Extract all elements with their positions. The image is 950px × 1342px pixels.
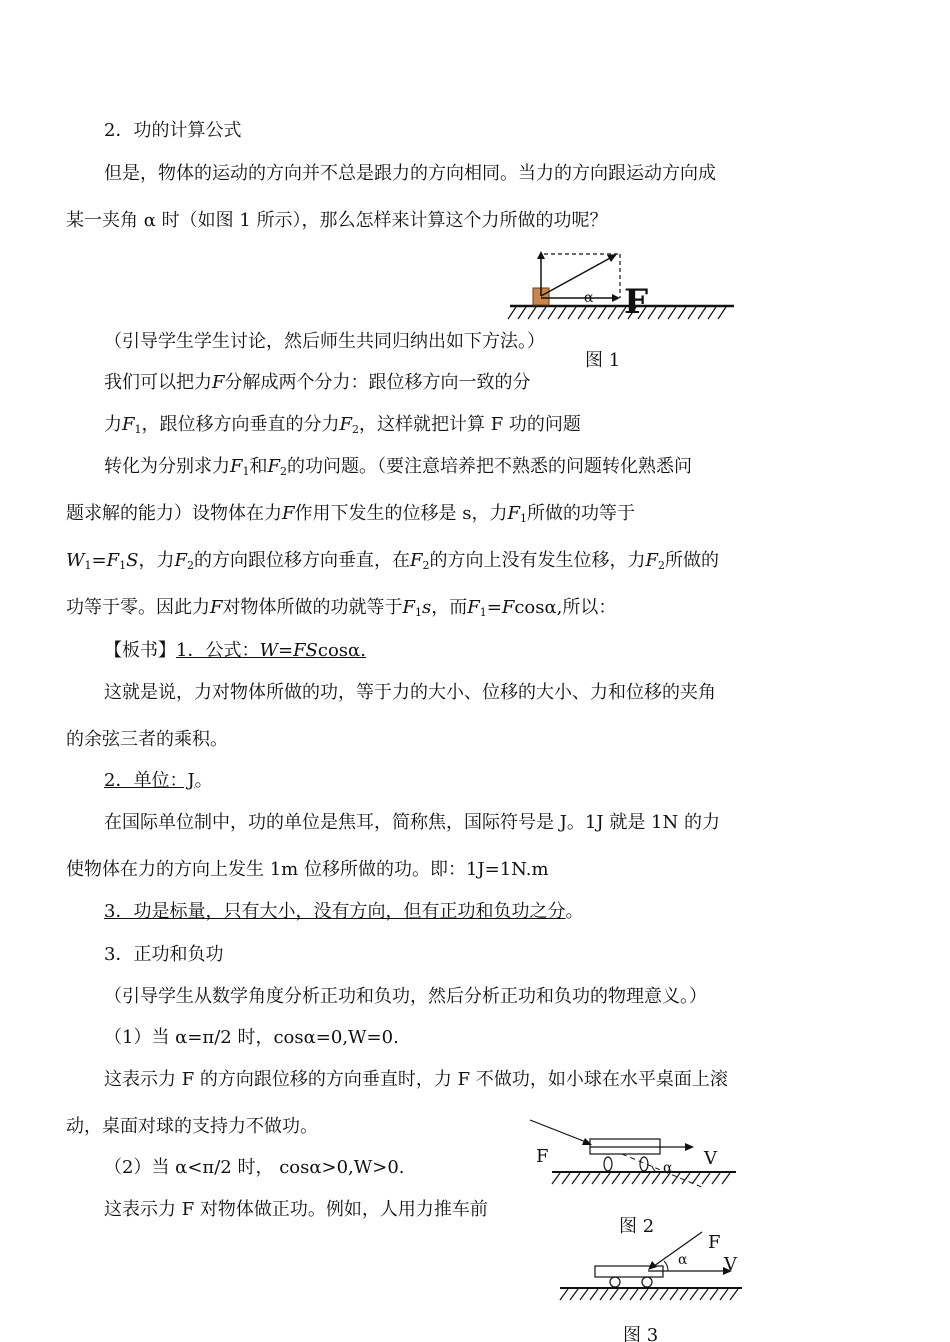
- paragraph-line: 但是，物体的运动的方向并不总是跟力的方向相同。当力的方向跟运动方向成: [104, 163, 716, 184]
- scalar-line: 3．功是标量，只有大小，没有方向，但有正功和负功之分。: [104, 901, 584, 922]
- paragraph-line: 使物体在力的方向上发生 1m 位移所做的功。即：1J=1N.m: [66, 859, 549, 880]
- guide-note: （引导学生学生讨论，然后师生共同归纳出如下方法。）: [104, 331, 545, 352]
- paragraph-line: $W_1=F_1S$，力$F_2$的方向跟位移方向垂直，在$F_2$的方向上没有发生位移，力$F_2$所做的: [66, 550, 719, 572]
- figure-1: [506, 246, 740, 326]
- heading-work-formula: 2．功的计算公式: [104, 120, 242, 141]
- paragraph-line: 我们可以把力F分解成两个分力：跟位移方向一致的分: [104, 372, 531, 393]
- paragraph-line: 这表示力 F 对物体做正功。例如，人用力推车前: [104, 1199, 488, 1220]
- figure-1-alpha-label: α: [584, 290, 594, 306]
- figure-1-drawing: [506, 246, 740, 326]
- paragraph-line: 这就是说，力对物体所做的功，等于力的大小、位移的大小、力和位移的夹角: [104, 682, 716, 703]
- figure-2: [526, 1114, 740, 1198]
- guide-note: （引导学生从数学角度分析正功和负功，然后分析正功和负功的物理意义。）: [104, 986, 707, 1007]
- paragraph-line: 动，桌面对球的支持力不做功。: [66, 1116, 318, 1137]
- figure-2-velocity-label: V: [704, 1148, 717, 1169]
- figure-2-caption: 图 2: [619, 1216, 655, 1237]
- figure-3-alpha-label: α: [678, 1252, 688, 1268]
- paragraph-line: 功等于零。因此力F对物体所做的功就等于$F_1s$，而$F_1=Fcos\alpha$,所以：: [66, 597, 617, 619]
- figure-3-force-label: F: [708, 1232, 721, 1253]
- unit-line: 2．单位：J。: [104, 770, 213, 791]
- paragraph-line: 题求解的能力）设物体在力F作用下发生的位移是 s，力$F_1$所做的功等于: [66, 503, 635, 525]
- figure-2-force-label: F: [536, 1146, 549, 1167]
- case-line: （2）当 α<π/2 时， cosα>0,W>0.: [104, 1157, 405, 1178]
- heading-positive-negative-work: 3．正功和负功: [104, 944, 224, 965]
- figure-1-caption: 图 1: [585, 350, 621, 371]
- figure-3-velocity-label: V: [724, 1254, 737, 1275]
- board-formula: 【板书】1．公式：W=FScosα.: [104, 640, 366, 661]
- paragraph-line: 这表示力 F 的方向跟位移的方向垂直时，力 F 不做功，如小球在水平桌面上滚: [104, 1069, 728, 1090]
- paragraph-line: 的余弦三者的乘积。: [66, 729, 228, 750]
- figure-1-force-label: F: [624, 282, 649, 322]
- paragraph-line: 某一夹角 α 时（如图 1 所示），那么怎样来计算这个力所做的功呢？: [66, 210, 608, 231]
- case-line: （1）当 α=π/2 时，cosα=0,W=0.: [104, 1027, 399, 1048]
- paragraph-line: 在国际单位制中，功的单位是焦耳，简称焦，国际符号是 J。1J 就是 1N 的力: [104, 812, 720, 833]
- paragraph-line: 转化为分别求力$F_1$和$F_2$的功问题。（要注意培养把不熟悉的问题转化熟悉问: [104, 456, 692, 478]
- figure-3: [552, 1228, 748, 1306]
- paragraph-line: 力$F_1$，跟位移方向垂直的分力$F_2$，这样就把计算 F 功的问题: [104, 414, 581, 436]
- figure-3-caption: 图 3: [623, 1325, 659, 1342]
- figure-2-alpha-label: α: [663, 1160, 673, 1176]
